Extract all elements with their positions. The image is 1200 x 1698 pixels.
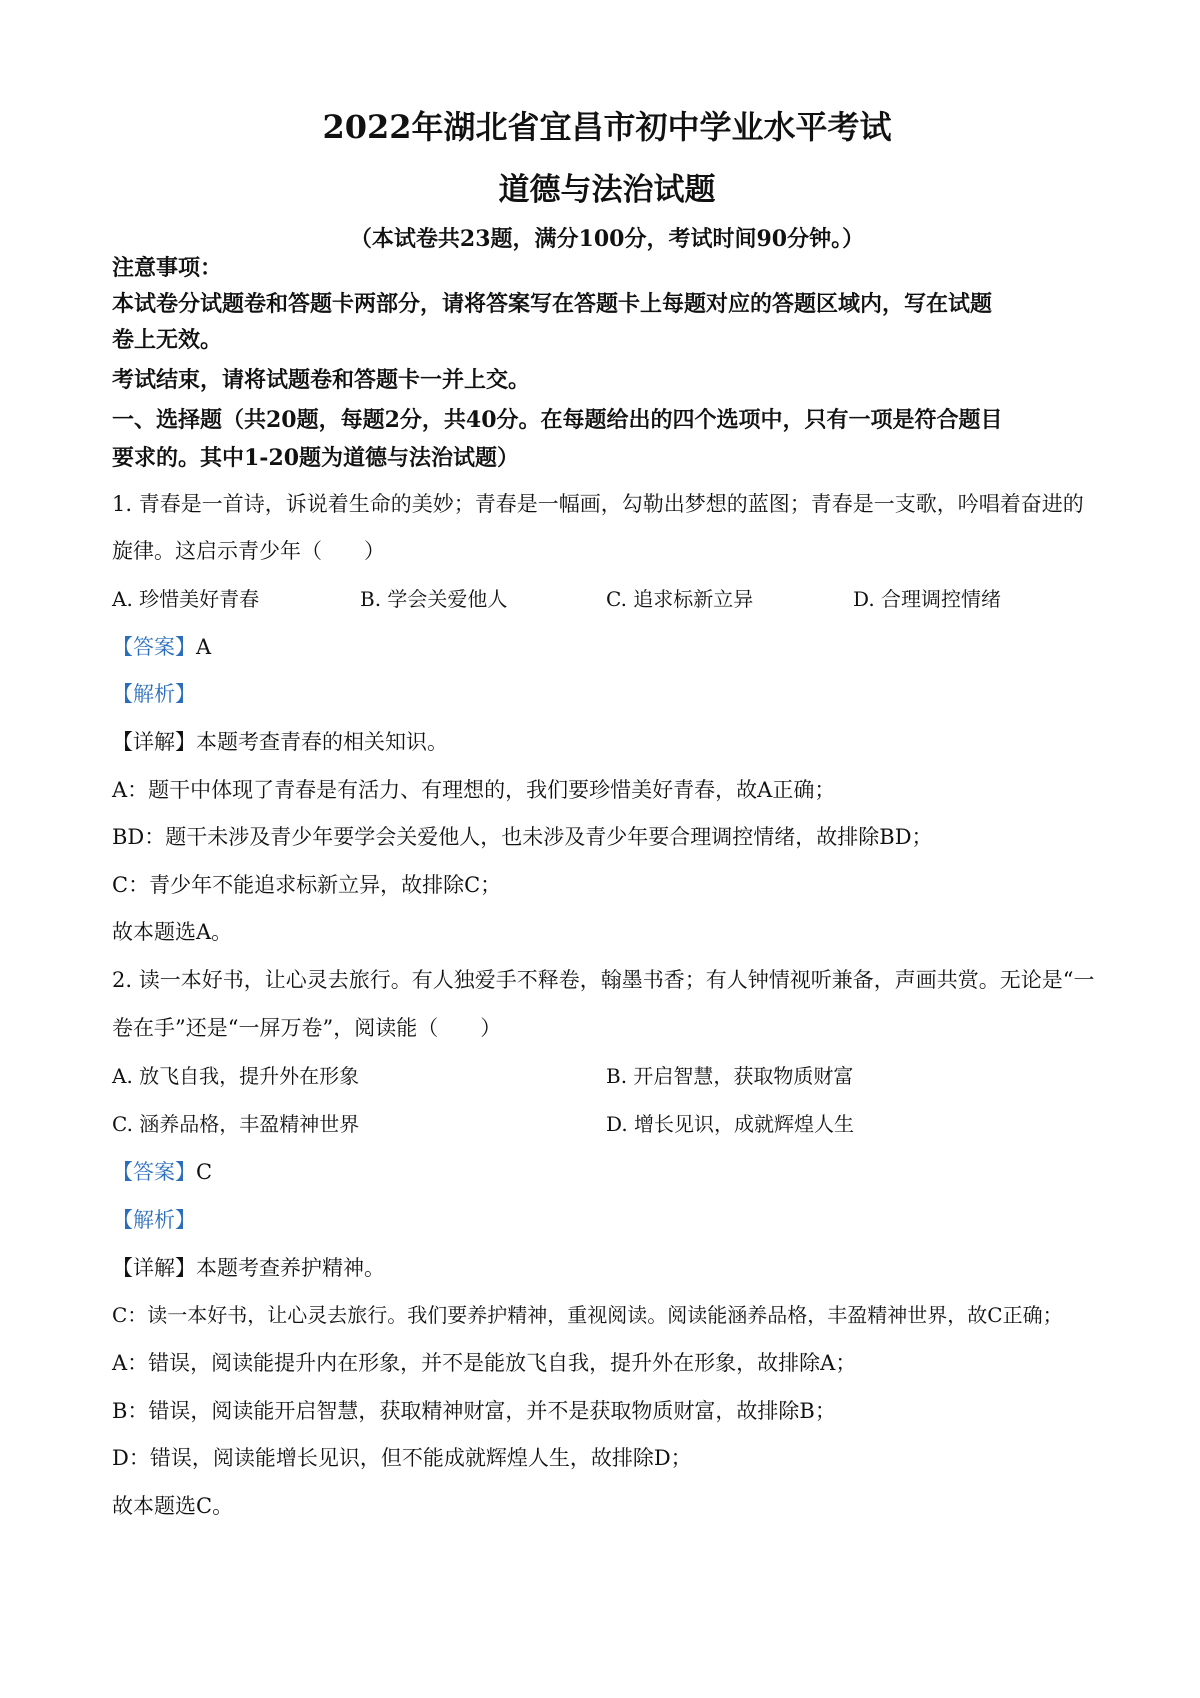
notice-heading: 注意事项： [112,255,223,281]
q1-explanation-3: C：青少年不能追求标新立异，故排除C； [112,873,502,897]
q1-option-a: A. 珍惜美好青春 [112,587,260,611]
q2-option-d: D. 增长见识，成就辉煌人生 [606,1112,855,1136]
q2-explanation-5: 故本题选C。 [112,1494,234,1518]
q1-option-b: B. 学会关爱他人 [360,587,508,611]
q1-explanation-2: BD：题干未涉及青少年要学会关爱他人，也未涉及青少年要合理调控情绪，故排除BD； [112,825,933,849]
q1-explanation-4: 故本题选A。 [112,920,233,944]
q2-answer [112,1158,1102,1186]
q1-detail: 【详解】本题考查青春的相关知识。 [112,730,448,754]
q2-explanation-4: D：错误，阅读能增长见识，但不能成就辉煌人生，故排除D； [112,1446,692,1470]
q2-explanation-2: A：错误，阅读能提升内在形象，并不是能放飞自我，提升外在形象，故排除A； [112,1351,857,1375]
q2-stem-2: 卷在手”还是“一屏万卷”，阅读能（ ） [112,1016,502,1040]
q2-explanation-3: B：错误，阅读能开启智慧，获取精神财富，并不是获取物质财富，故排除B； [112,1399,836,1423]
q1-option-c: C. 追求标新立异 [606,587,754,611]
notice-line-1: 本试卷分试题卷和答题卡两部分，请将答案写在答题卡上每题对应的答题区域内，写在试题 [112,291,993,317]
q2-stem-1: 2. 读一本好书，让心灵去旅行。有人独爱手不释卷，翰墨书香；有人钟情视听兼备，声画共赏。无论是“一 [112,968,1095,992]
section-heading-2: 要求的。其中1-20题为道德与法治试题） [112,445,520,471]
section-heading-1: 一、选择题（共20题，每题2分，共40分。在每题给出的四个选项中，只有一项是符合题目 [112,407,1003,433]
q1-stem-1: 1. 青春是一首诗，诉说着生命的美妙；青春是一幅画，勾勒出梦想的蓝图；青春是一支歌，吟唱着奋进的 [112,492,1084,516]
answer-value: A [196,635,212,659]
q2-analysis-tag: 【解析】 [112,1208,196,1232]
q2-option-c: C. 涵养品格，丰盈精神世界 [112,1112,360,1136]
answer-tag: 【答案】 [112,1160,196,1184]
answer-tag: 【答案】 [112,635,196,659]
q1-stem-2: 旋律。这启示青少年（ ） [112,539,385,563]
q2-explanation-1: C：读一本好书，让心灵去旅行。我们要养护精神，重视阅读。阅读能涵养品格，丰盈精神世界，故C正确； [112,1303,1063,1327]
exam-info: （本试卷共23题，满分100分，考试时间90分钟。） [349,226,865,252]
subject-title: 道德与法治试题 [498,172,716,208]
exam-page [112,0,1102,1698]
q1-option-d: D. 合理调控情绪 [853,587,1002,611]
notice-line-3: 考试结束，请将试题卷和答题卡一并上交。 [112,367,531,393]
answer-value: C [196,1160,213,1184]
q1-analysis-tag: 【解析】 [112,682,196,706]
q1-answer [112,633,1102,661]
exam-title: 2022年湖北省宜昌市初中学业水平考试 [322,108,892,146]
notice-line-2: 卷上无效。 [112,327,223,353]
q2-option-a: A. 放飞自我，提升外在形象 [112,1064,360,1088]
q1-explanation-1: A：题干中体现了青春是有活力、有理想的，我们要珍惜美好青春，故A正确； [112,778,836,802]
q2-detail: 【详解】本题考查养护精神。 [112,1256,385,1280]
q2-option-b: B. 开启智慧，获取物质财富 [606,1064,854,1088]
